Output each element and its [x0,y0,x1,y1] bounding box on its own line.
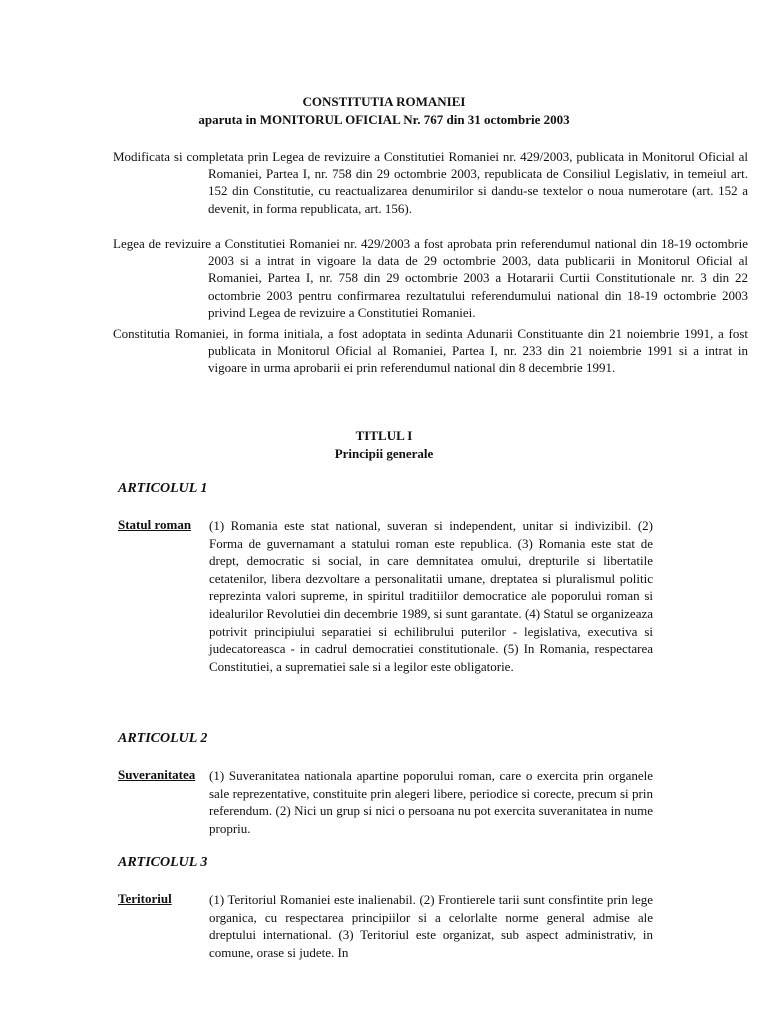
title-heading: TITLUL I [355,428,413,443]
article-2-label: Suveranitatea [118,767,196,782]
article-2-heading: ARTICOLUL 2 [118,731,208,746]
article-3-text: (1) Teritoriul Romaniei este inalienabil. (2) Frontierele tarii sunt consfintite prin lege organica, cu respectarea principiilor si a celorlalte norme general admise ale dreptului international. (3) Teritoriul este organizat, sub aspect administrativ, in comune, orase si judete. In [209,892,653,960]
intro-paragraph-3: Constitutia Romaniei, in forma initiala, a fost adoptata in sedinta Adunarii Constituante din 21 noiembrie 1991, a fost publicata in Monitorul Oficial al Romaniei, Partea I, nr. 233 din 21 noiembrie 1991 si a intrat in vigoare in urma aprobarii ei prin referendumul national din 8 decembrie 1991. [113,326,748,376]
article-2-text: (1) Suveranitatea nationala apartine poporului roman, care o exercita prin organele sale reprezentative, constituite prin alegeri libere, periodice si corecte, precum si prin referendum. (2) Nici un grup si nici o persoana nu pot exercita suveranitatea in nume propriu. [209,768,653,836]
intro-paragraph-2: Legea de revizuire a Constitutiei Romaniei nr. 429/2003 a fost aprobata prin referendumul national din 18-19 octombrie 2003 si a intrat in vigoare la data de 29 octombrie 2003, data publicarii in Monitorul Oficial al Romaniei, Partea I, nr. 758 din 29 octombrie 2003 a Hotararii Curtii Constitutionale nr. 3 din 22 octombrie 2003 pentru confirmarea rezultatului referendumului national din 18-19 octombrie 2003 privind Legea de revizuire a Constitutiei Romaniei. [113,236,748,320]
article-3-label: Teritoriul [118,891,172,906]
article-3-heading: ARTICOLUL 3 [118,855,208,870]
document-subtitle: aparuta in MONITORUL OFICIAL Nr. 767 din 31 octombrie 2003 [198,112,570,127]
intro-paragraph-1: Modificata si completata prin Legea de revizuire a Constitutiei Romaniei nr. 429/2003, publicata in Monitorul Oficial al Romaniei, Partea I, nr. 758 din 29 octombrie 2003, republicata de Consiliul Legislativ, in temeiul art. 152 din Constitutie, cu reactualizarea denumirilor si dandu-se textelor o noua numerotare (art. 152 a devenit, in forma republicata, art. 156). [113,149,748,216]
article-1-heading: ARTICOLUL 1 [118,481,208,496]
document-title: CONSTITUTIA ROMANIEI [302,94,466,109]
article-1-label: Statul roman [118,517,192,532]
article-1-text: (1) Romania este stat national, suveran si independent, unitar si indivizibil. (2) Forma de guvernamant a statului roman este republica. (3) Romania este stat de drept, democratic si social, in care demnitatea omului, drepturile si libertatile cetatenilor, libera dezvoltare a personalitatii umane, dreptatea si pluralismul politic reprezinta valori supreme, in spiritul traditiilor democratice ale poporului roman si idealurilor Revolutiei din decembrie 1989, si sunt garantate. (4) Statul se organizeaza potrivit principiului separatiei si echilibrului puterilor - legislativa, executiva si judecatoreasca - in cadrul democratiei constitutionale. (5) In Romania, respectarea Constitutiei, a suprematiei sale si a legilor este obligatorie. [209,518,653,674]
title-subheading: Principii generale [334,446,434,461]
